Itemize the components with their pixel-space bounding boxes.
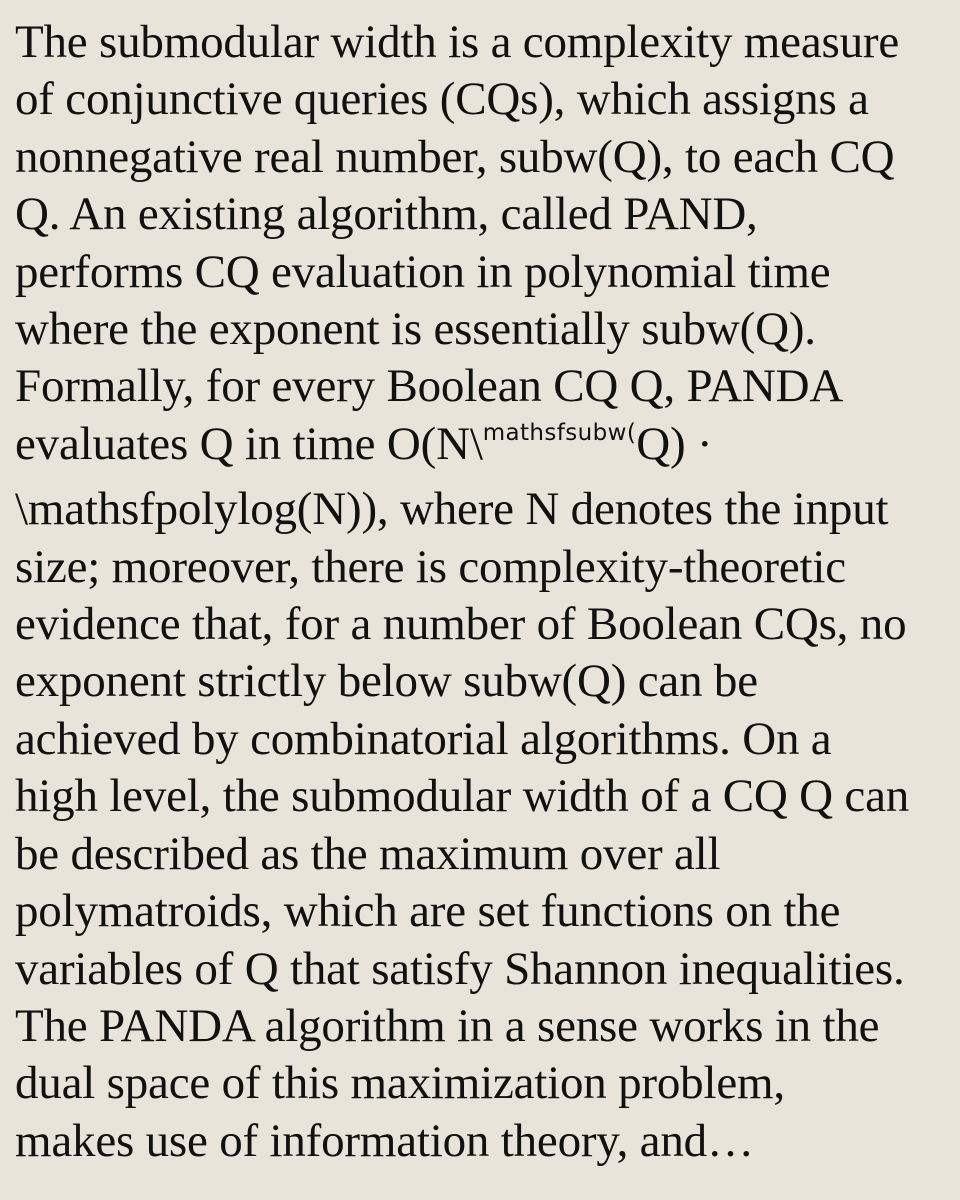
text-line: \mathsfpolylog(N)), where N denotes the input	[15, 483, 889, 536]
text-line: size; moreover, there is complexity-theoretic	[15, 540, 846, 593]
text-line: polymatroids, which are set functions on the	[15, 885, 841, 938]
text-line: Q. An existing algorithm, called PAND,	[15, 188, 758, 241]
text-line: The submodular width is a complexity measure	[15, 16, 899, 68]
superscript-text: mathsfsubw(	[482, 419, 637, 446]
text-line: be described as the maximum over all	[15, 827, 721, 880]
text-line: makes use of information theory, and…	[15, 1114, 754, 1167]
text-line: dual space of this maximization problem,	[15, 1057, 785, 1110]
text-line: Formally, for every Boolean CQ Q, PANDA	[15, 360, 844, 413]
text-line-tail: Q) ·	[636, 417, 713, 470]
text-line: high level, the submodular width of a CQ Q can	[15, 770, 910, 823]
text-line: of conjunctive queries (CQs), which assigns a	[15, 73, 869, 126]
abstract-text	[15, 14, 948, 1170]
text-line: achieved by combinatorial algorithms. On a	[15, 712, 832, 765]
text-line: performs CQ evaluation in polynomial time	[15, 245, 831, 298]
text-line: evidence that, for a number of Boolean CQs, no	[15, 598, 907, 651]
text-line: where the exponent is essentially subw(Q).	[15, 303, 816, 356]
text-line: The PANDA algorithm in a sense works in the	[15, 999, 880, 1052]
text-line: evaluates Q in time O(N\	[15, 417, 483, 470]
text-line: nonnegative real number, subw(Q), to each CQ	[15, 130, 895, 183]
text-line: variables of Q that satisfy Shannon inequalities.	[15, 942, 905, 995]
text-line: exponent strictly below subw(Q) can be	[15, 655, 758, 708]
